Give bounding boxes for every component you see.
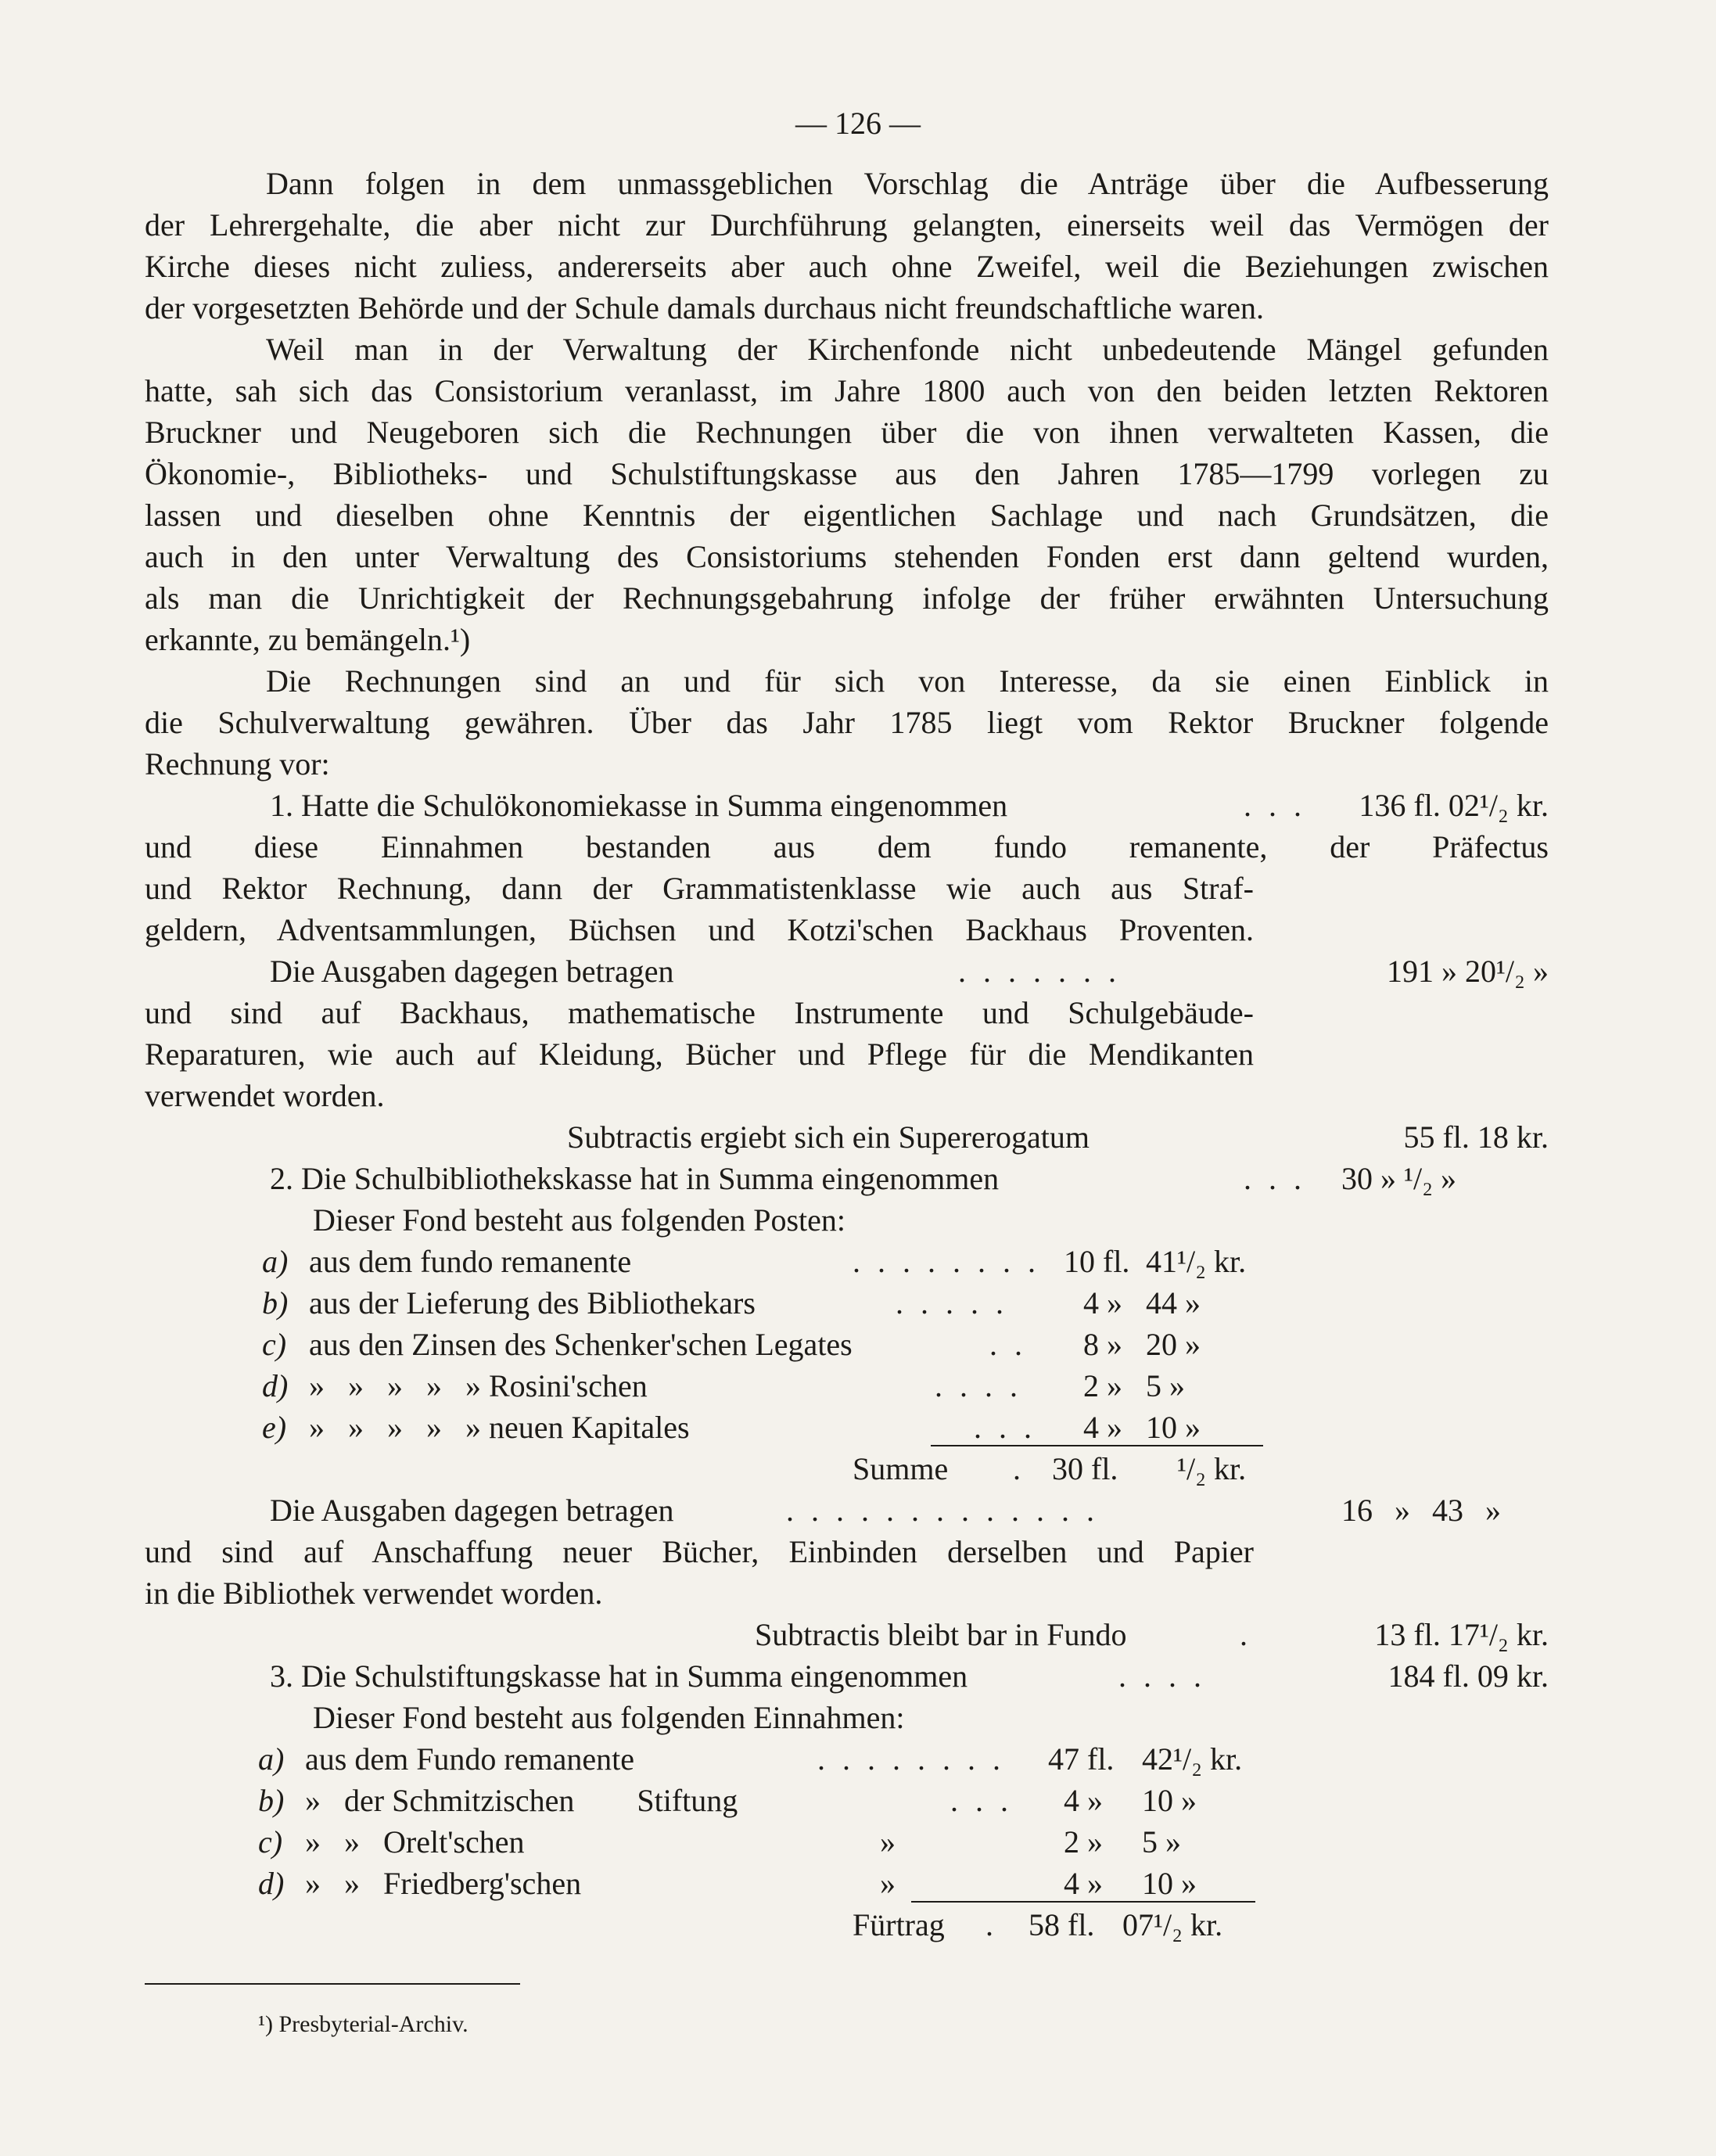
leader-dots: . . . . . . .: [958, 954, 1121, 989]
item-letter: b): [258, 1783, 285, 1818]
fund-item-row: [145, 1365, 1549, 1407]
item-fl: 2 »: [1064, 1824, 1103, 1860]
item-kr: 5 »: [1146, 1368, 1185, 1403]
text-line: und sind auf Anschaffung neuer Bücher, Einbinden derselben und Papier: [145, 1534, 1254, 1569]
item-fl: 2 »: [1083, 1368, 1122, 1403]
item-letter: c): [258, 1824, 283, 1860]
text-line: und Rektor Rechnung, dann der Grammatistenklasse wie auch aus Straf-: [145, 871, 1254, 906]
item-text: aus dem fundo remanente: [309, 1244, 632, 1279]
leader-dots: . . . . . . . . . . . . .: [786, 1493, 1099, 1528]
leader-dots: . .: [989, 1327, 1027, 1362]
paragraph-1: [145, 163, 1549, 329]
item-fl: 4 »: [1083, 1285, 1122, 1321]
leader-dots: . . .: [1244, 788, 1306, 823]
account-amount: 136 fl. 02¹/₂ kr.: [1359, 788, 1549, 823]
text-line: Rechnung vor:: [145, 746, 330, 782]
item-letter: d): [258, 1866, 285, 1901]
text-line: Reparaturen, wie auch auf Kleidung, Bücher und Pflege für die Mendikanten: [145, 1037, 1254, 1072]
item-text: aus der Lieferung des Bibliothekars: [309, 1285, 756, 1321]
posts-intro: Dieser Fond besteht aus folgenden Posten:: [313, 1202, 845, 1238]
expense-label: Die Ausgaben dagegen betragen: [270, 954, 674, 989]
item-letter: c): [262, 1327, 287, 1362]
text-line: Dann folgen in dem unmassgeblichen Vorschlag die Anträge über die Aufbesserung: [266, 166, 1549, 201]
item-kr: 5 »: [1142, 1824, 1181, 1860]
account-oekonomie: [145, 785, 1549, 1158]
result-amount: 55 fl. 18 kr.: [1403, 1119, 1549, 1155]
expense-label: Die Ausgaben dagegen betragen: [270, 1493, 674, 1528]
sum-fl: 30 fl.: [1052, 1451, 1118, 1486]
sum-dot: .: [1013, 1451, 1021, 1486]
text-line: geldern, Adventsammlungen, Büchsen und Kotzi'schen Backhaus Proventen.: [145, 912, 1254, 947]
text-line: als man die Unrichtigkeit der Rechnungsgebahrung infolge der früher erwähnten Untersuchung: [145, 580, 1549, 616]
text-line: und diese Einnahmen bestanden aus dem fundo remanente, der Präfectus: [145, 829, 1549, 864]
fund-item-row: [145, 1738, 1549, 1780]
item-letter: e): [262, 1410, 287, 1445]
item-letter: a): [258, 1741, 285, 1777]
item-kr: 41¹/₂ kr.: [1146, 1244, 1247, 1279]
item-kr: 44 »: [1146, 1285, 1201, 1321]
text-line: lassen und dieselben ohne Kenntnis der eigentlichen Sachlage und nach Grundsätzen, die: [145, 498, 1549, 533]
body-text: [145, 163, 1549, 1946]
text-line: der vorgesetzten Behörde und der Schule damals durchaus nicht freundschaftliche waren.: [145, 290, 1264, 325]
item-fl: 8 »: [1083, 1327, 1122, 1362]
item-letter: d): [262, 1368, 289, 1403]
sum-kr: ¹/₂ kr.: [1177, 1451, 1247, 1486]
item-text: aus den Zinsen des Schenker'schen Legates: [309, 1327, 853, 1362]
text-line: Weil man in der Verwaltung der Kirchenfonde nicht unbedeutende Mängel gefunden: [266, 332, 1549, 367]
carry-rule: [911, 1901, 1255, 1903]
fund-item-row: [145, 1324, 1549, 1365]
item-text: » » » » » neuen Kapitales: [309, 1410, 690, 1445]
fund-item-row: [145, 1863, 1549, 1904]
leader-dots: . . . . . . . .: [853, 1244, 1040, 1279]
fund-item-row: [145, 1407, 1549, 1448]
fund-item-row: [145, 1821, 1549, 1863]
result-label: Subtractis bleibt bar in Fundo: [755, 1617, 1127, 1652]
item-kr: 42¹/₂ kr.: [1142, 1741, 1243, 1777]
page-number: — 126 —: [795, 106, 921, 141]
account-label: 2. Die Schulbibliothekskasse hat in Summa eingenommen: [270, 1161, 1000, 1196]
item-kr: 10 »: [1146, 1410, 1201, 1445]
leader-dots: . . .: [1244, 1161, 1306, 1196]
text-line: auch in den unter Verwaltung des Consistoriums stehenden Fonden erst dann geltend wurden,: [145, 539, 1549, 574]
paragraph-2: [145, 329, 1549, 660]
leader-dots: . . . . . . . .: [817, 1741, 1005, 1777]
fund-item-row: [145, 1780, 1549, 1821]
sum-rule: [931, 1445, 1263, 1446]
footnote-rule: [145, 1983, 520, 1985]
carry-fl: 58 fl.: [1029, 1907, 1095, 1942]
text-line: die Schulverwaltung gewähren. Über das Jahr 1785 liegt vom Rektor Bruckner folgende: [145, 705, 1549, 740]
leader-dots: . . . . .: [896, 1285, 1008, 1321]
item-fl: 4 »: [1083, 1410, 1122, 1445]
text-line: in die Bibliothek verwendet worden.: [145, 1576, 603, 1611]
item-text: » » » » » Rosini'schen: [309, 1368, 648, 1403]
item-kr: 10 »: [1142, 1783, 1197, 1818]
ditto-mark: »: [880, 1866, 896, 1901]
item-kr: 20 »: [1146, 1327, 1201, 1362]
result-row: [145, 1614, 1549, 1655]
carry-row: [145, 1904, 1549, 1946]
carry-kr: 07¹/₂ kr.: [1122, 1907, 1223, 1942]
expense-row: [145, 1489, 1549, 1531]
result-row: [145, 1116, 1549, 1158]
text-line: hatte, sah sich das Consistorium veranlasst, im Jahre 1800 auch von den beiden letzten Rektoren: [145, 373, 1549, 408]
expense-row: [145, 950, 1549, 992]
text-line: erkannte, zu bemängeln.¹): [145, 622, 471, 657]
sum-label: Summe: [853, 1451, 949, 1486]
fund-item-row: [145, 1241, 1549, 1282]
account-row: [145, 785, 1549, 826]
account-row: [145, 1655, 1549, 1697]
result-dot: .: [1240, 1617, 1248, 1652]
text-line: Ökonomie-, Bibliotheks- und Schulstiftungskasse aus den Jahren 1785—1799 vorlegen zu: [145, 456, 1549, 491]
item-fl: 4 »: [1064, 1866, 1103, 1901]
item-kr: 10 »: [1142, 1866, 1197, 1901]
posts-intro: Dieser Fond besteht aus folgenden Einnahmen:: [313, 1700, 905, 1735]
footnote: ¹) Presbyterial-Archiv.: [258, 2011, 468, 2037]
account-row: [145, 1158, 1549, 1199]
account-label: 1. Hatte die Schulökonomiekasse in Summa eingenommen: [270, 788, 1008, 823]
account-bibliothek: [145, 1158, 1549, 1655]
leader-dots: . . .: [974, 1410, 1036, 1445]
account-amount: 184 fl. 09 kr.: [1388, 1658, 1549, 1694]
ditto-mark: »: [880, 1824, 896, 1860]
text-line: verwendet worden.: [145, 1078, 385, 1113]
leader-dots: . . . .: [935, 1368, 1022, 1403]
item-text: aus dem Fundo remanente: [305, 1741, 634, 1777]
item-fl: 4 »: [1064, 1783, 1103, 1818]
fund-item-row: [145, 1282, 1549, 1324]
item-text: » » Orelt'schen: [305, 1824, 525, 1860]
leader-dots: . . . .: [1118, 1658, 1206, 1694]
paragraph-3: [145, 660, 1549, 785]
result-label: Subtractis ergiebt sich ein Supererogatum: [567, 1119, 1090, 1155]
item-text: » der Schmitzischen Stiftung: [305, 1783, 738, 1818]
item-text: » » Friedberg'schen: [305, 1866, 582, 1901]
text-line: Bruckner und Neugeboren sich die Rechnungen über die von ihnen verwalteten Kassen, die: [145, 415, 1549, 450]
account-amount: 30 » ¹/₂ »: [1341, 1161, 1457, 1196]
leader-dots: . . .: [950, 1783, 1013, 1818]
account-stiftung: [145, 1655, 1549, 1946]
item-fl: 47 fl.: [1048, 1741, 1115, 1777]
posts-intro-row: [145, 1697, 1549, 1738]
item-letter: a): [262, 1244, 289, 1279]
account-label: 3. Die Schulstiftungskasse hat in Summa eingenommen: [270, 1658, 968, 1694]
text-line: und sind auf Backhaus, mathematische Instrumente und Schulgebäude-: [145, 995, 1254, 1030]
item-fl: 10 fl.: [1064, 1244, 1130, 1279]
text-line: Die Rechnungen sind an und für sich von Interesse, da sie einen Einblick in: [266, 663, 1549, 699]
item-letter: b): [262, 1285, 289, 1321]
text-line: der Lehrergehalte, die aber nicht zur Durchführung gelangten, einerseits weil das Vermögen der: [145, 207, 1549, 243]
result-amount: 13 fl. 17¹/₂ kr.: [1374, 1617, 1549, 1652]
expense-amount: 16 » 43 »: [1341, 1493, 1501, 1528]
expense-amount: 191 » 20¹/₂ »: [1386, 954, 1549, 989]
carry-label: Fürtrag: [853, 1907, 945, 1942]
sum-row: [145, 1448, 1549, 1489]
posts-intro-row: [145, 1199, 1549, 1241]
carry-dot: .: [985, 1907, 993, 1942]
text-line: Kirche dieses nicht zuliess, andererseits aber auch ohne Zweifel, weil die Beziehungen zwischen: [145, 249, 1549, 284]
